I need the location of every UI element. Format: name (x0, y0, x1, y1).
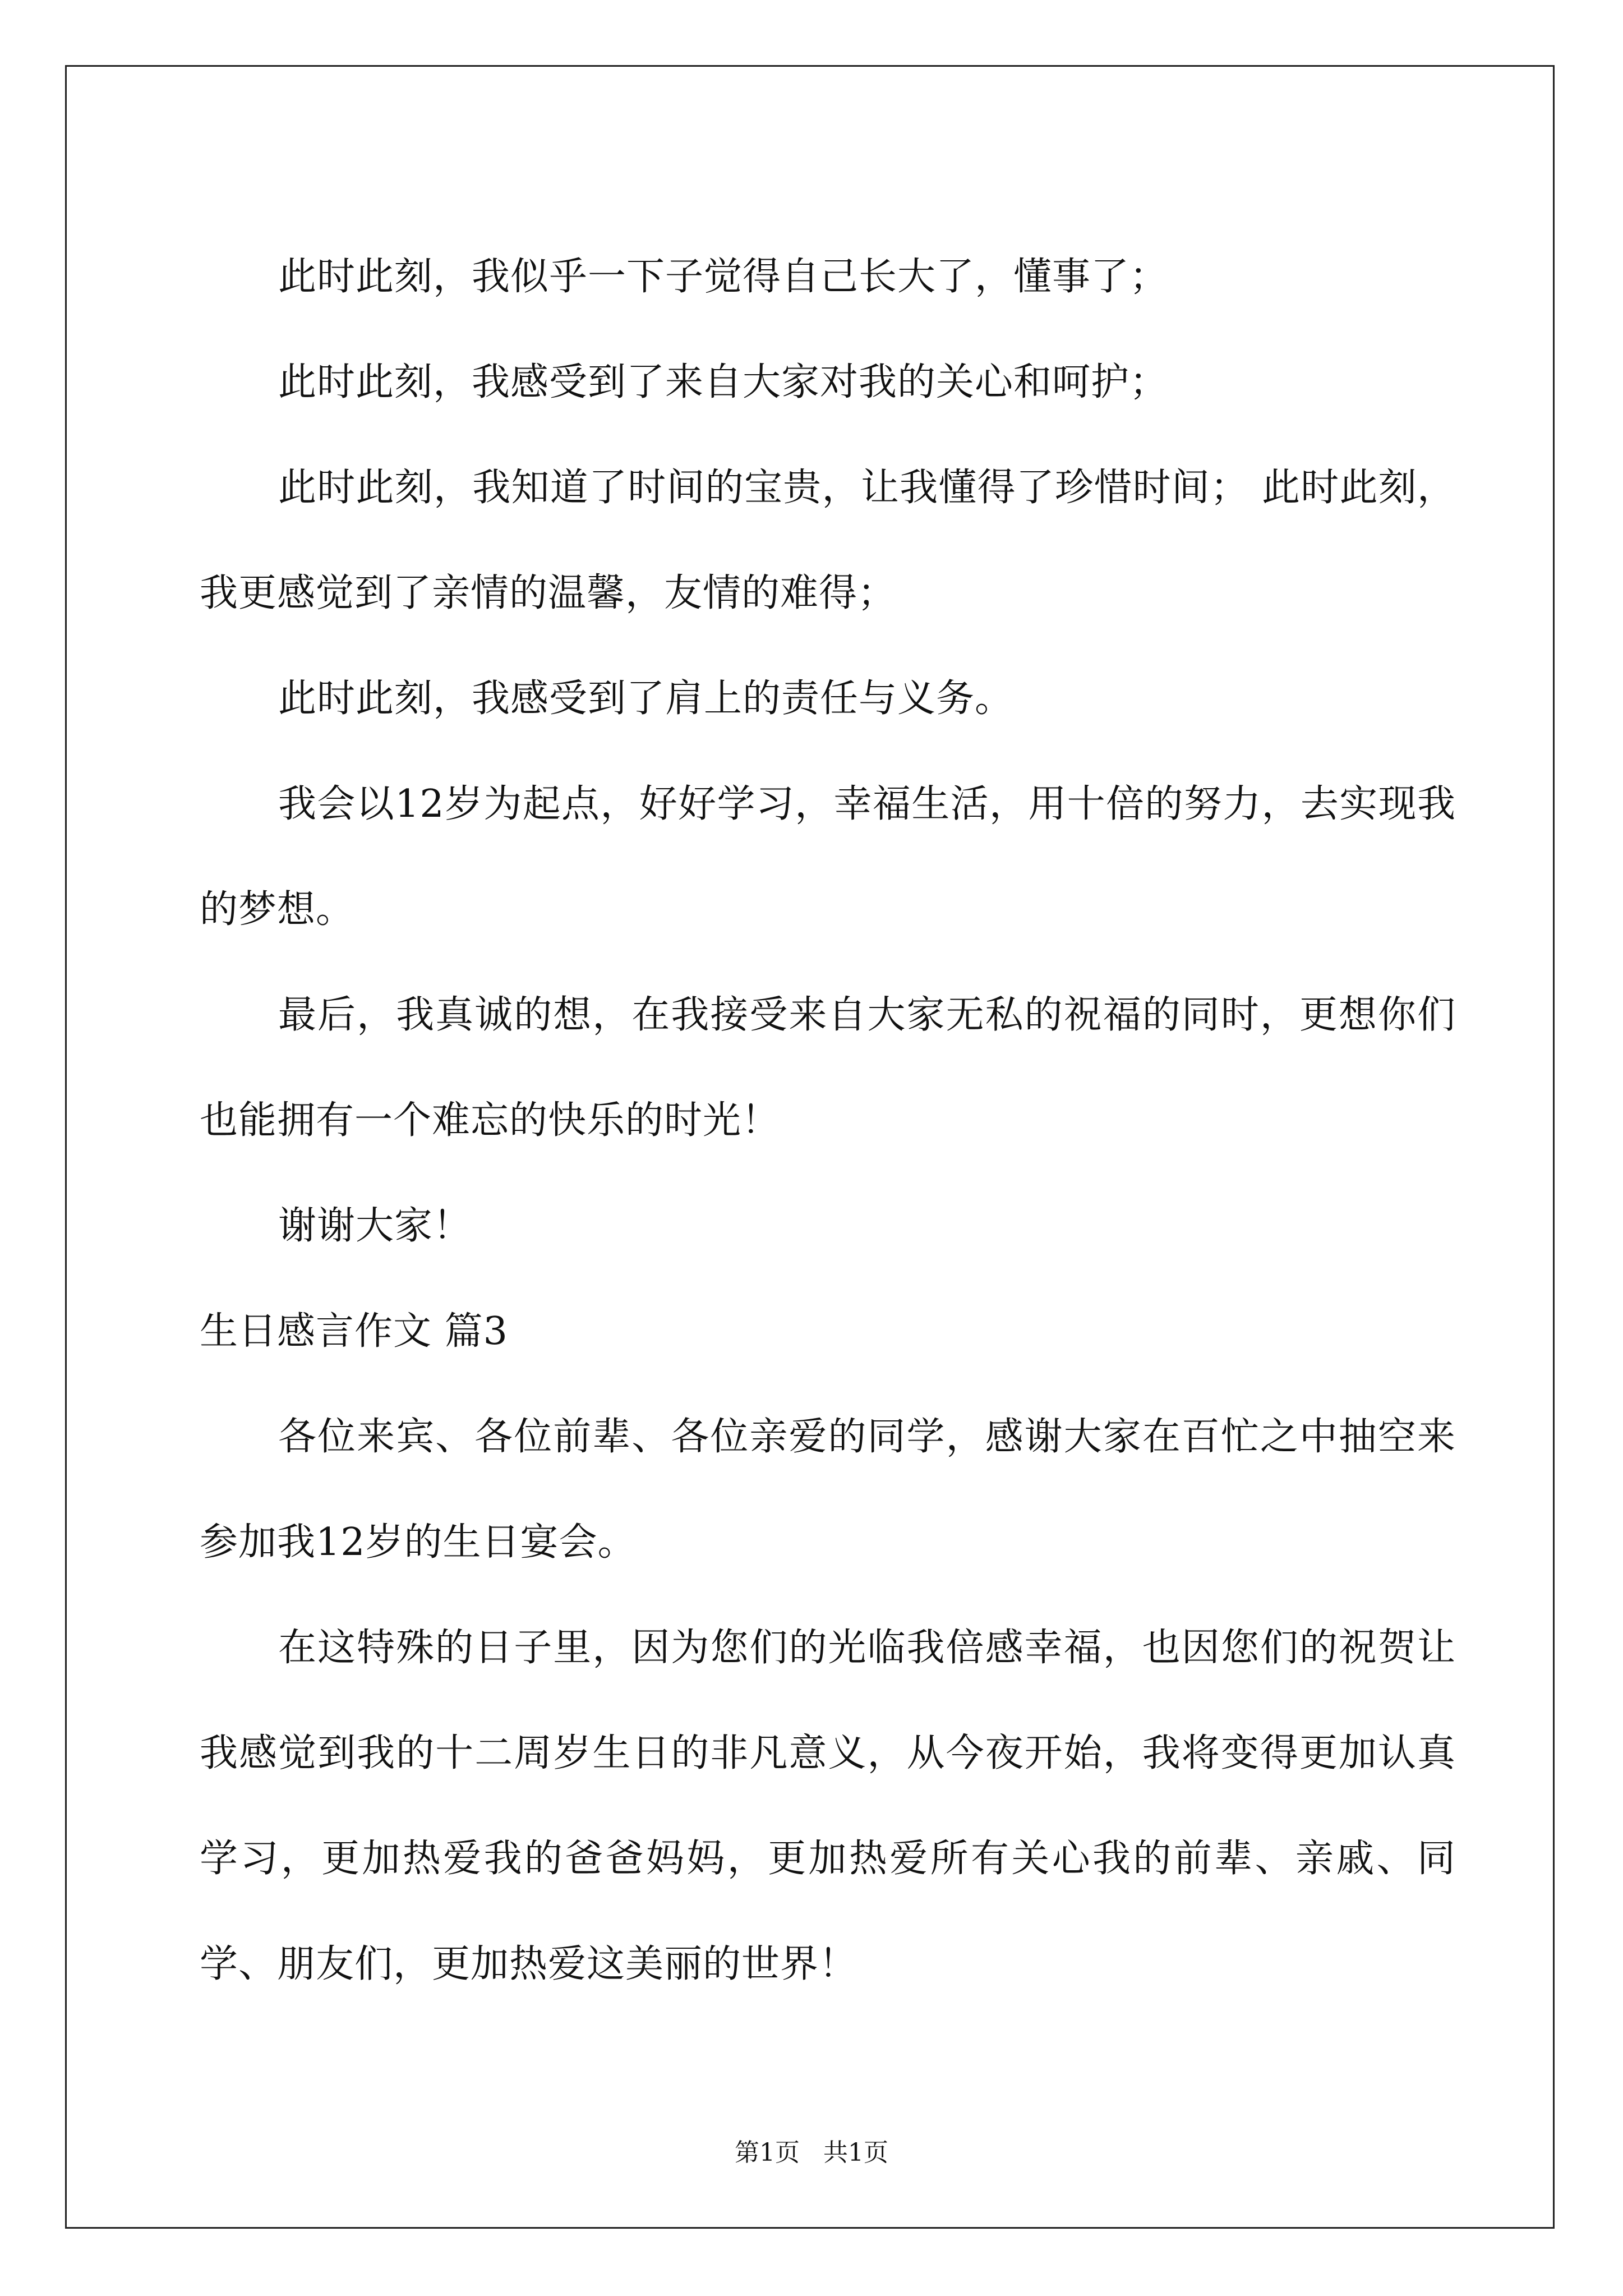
page-number-current: 第1页 (735, 2138, 800, 2167)
paragraph-7: 谢谢大家！ (278, 1204, 472, 1248)
paragraph-3: 此时此刻，我知道了时间的宝贵，让我懂得了珍惜时间； 此时此刻，我更感觉到了亲情的温馨，友情的难得； (200, 466, 1456, 615)
paragraph-1: 此时此刻，我似乎一下子觉得自己长大了，懂事了； (278, 255, 1169, 299)
document-body (200, 224, 1456, 2017)
section-heading: 生日感言作文 篇3 (200, 1309, 508, 1354)
paragraph-5: 我会以12岁为起点，好好学习，幸福生活，用十倍的努力，去实现我的梦想。 (200, 782, 1456, 932)
paragraph-9: 在这特殊的日子里，因为您们的光临我倍感幸福，也因您们的祝贺让我感觉到我的十二周岁生日的非凡意义，从今夜开始，我将变得更加认真学习，更加热爱我的爸爸妈妈，更加热爱所有关心我的前辈、亲戚、同学、朋友们，更加热爱这美丽的世界！ (200, 1626, 1456, 1986)
paragraph-4: 此时此刻，我感受到了肩上的责任与义务。 (278, 677, 1014, 721)
page-footer (0, 2136, 1623, 2170)
paragraph-2: 此时此刻，我感受到了来自大家对我的关心和呵护； (278, 360, 1169, 404)
paragraph-6: 最后，我真诚的想，在我接受来自大家无私的祝福的同时，更想你们也能拥有一个难忘的快乐的时光！ (200, 993, 1456, 1143)
page-number-total: 共1页 (823, 2138, 888, 2167)
paragraph-8: 各位来宾、各位前辈、各位亲爱的同学，感谢大家在百忙之中抽空来参加我12岁的生日宴会。 (200, 1415, 1456, 1565)
